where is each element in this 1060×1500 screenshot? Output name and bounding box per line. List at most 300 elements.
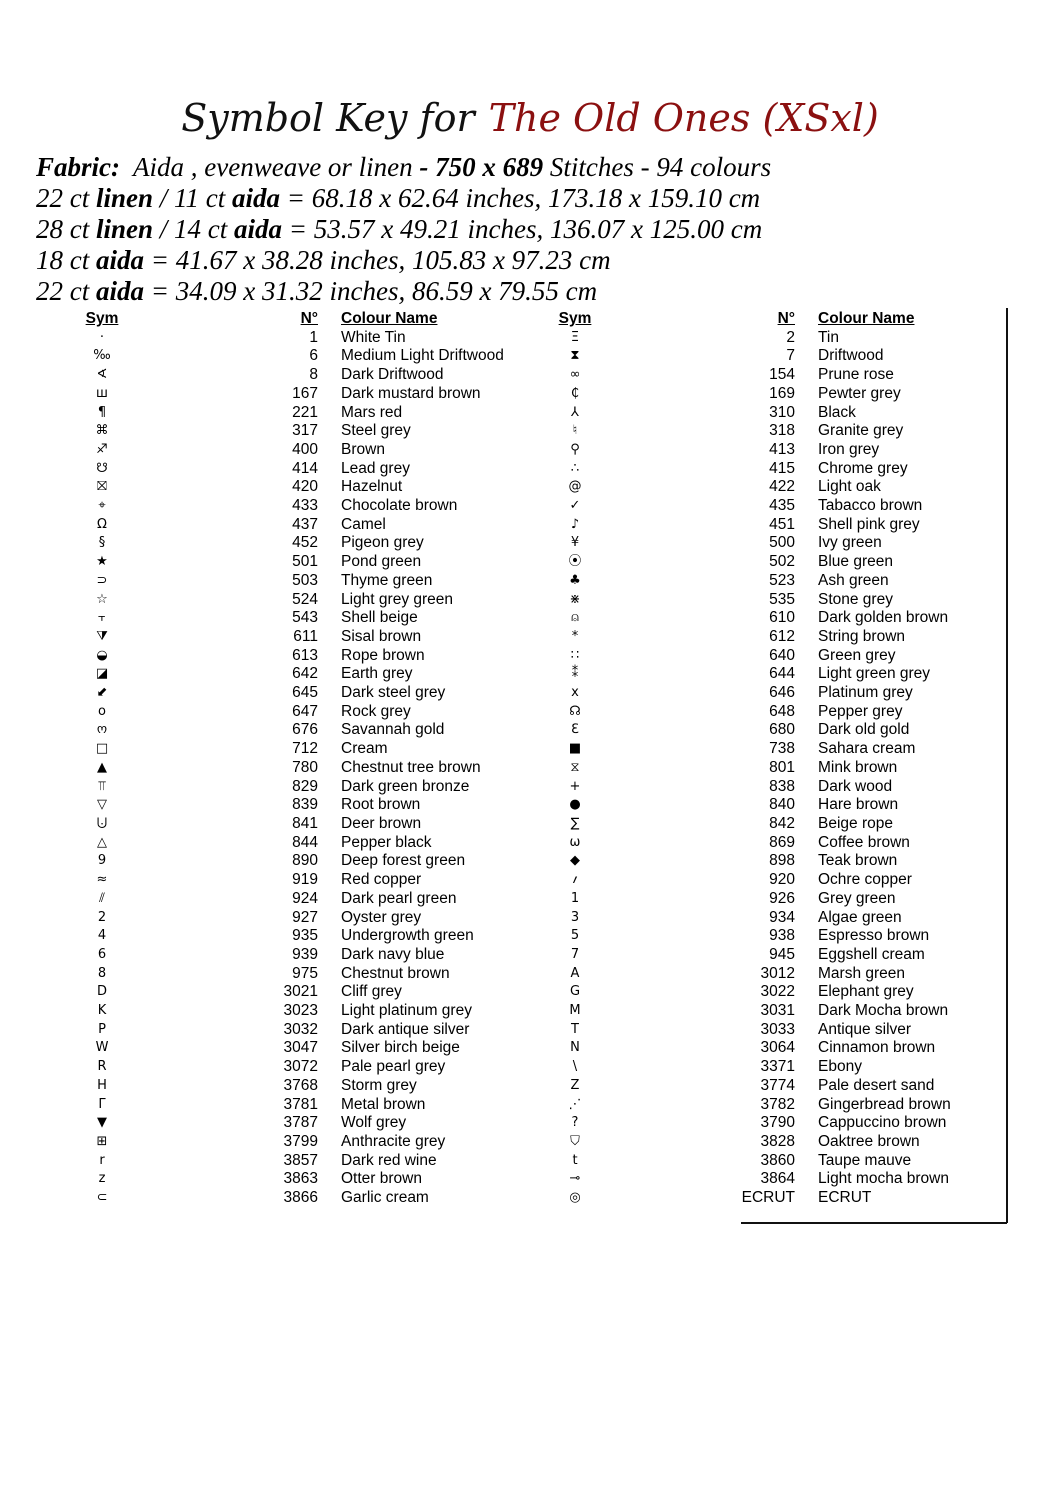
colour-name: Wolf grey: [341, 1114, 407, 1132]
table-row: [72, 965, 561, 984]
colour-number: 2: [786, 328, 795, 346]
table-row: [72, 703, 561, 722]
colour-number: 927: [292, 908, 318, 926]
symbol-icon: ⊂: [96, 1190, 108, 1206]
table-row: [72, 909, 561, 928]
table-row: [72, 740, 561, 759]
colour-number: 6: [309, 347, 318, 365]
colour-name: Espresso brown: [818, 927, 930, 945]
colour-number: 945: [769, 945, 795, 963]
colour-name: Pewter grey: [818, 384, 901, 402]
symbol-icon: \: [572, 1059, 578, 1075]
count-pre: 18 ct: [36, 245, 90, 275]
colour-number: 838: [769, 777, 795, 795]
table-row: [545, 965, 1038, 984]
colour-number: 3782: [760, 1095, 795, 1113]
colour-number: 501: [292, 553, 318, 571]
symbol-icon: ⫪: [98, 778, 106, 794]
symbol-icon: ⦿: [568, 554, 582, 570]
colour-name: Hare brown: [818, 796, 899, 814]
colour-name: Shell pink grey: [818, 515, 920, 533]
colour-number: 3371: [760, 1058, 795, 1076]
colour-number: 642: [292, 665, 318, 683]
colour-name: Shell beige: [341, 609, 418, 627]
symbol-icon: ◎: [569, 1190, 581, 1206]
colour-name: Pale desert sand: [818, 1076, 935, 1094]
symbol-icon: ¶: [97, 404, 107, 420]
colour-number: 318: [769, 422, 795, 440]
colour-name: Driftwood: [818, 347, 884, 365]
colour-number: 712: [292, 740, 318, 758]
colour-name: Gingerbread brown: [818, 1095, 951, 1113]
symbol-icon: ⛝: [97, 479, 107, 495]
size-line: [36, 245, 771, 276]
colour-number: 543: [292, 609, 318, 627]
colour-name: Rope brown: [341, 646, 425, 664]
table-row: [72, 665, 561, 684]
size-line: [36, 183, 771, 214]
symbol-icon: R: [97, 1059, 107, 1075]
table-row: [545, 890, 1038, 909]
colour-number: 3072: [283, 1058, 318, 1076]
fabric-kind-1: linen: [96, 183, 154, 213]
table-row: [72, 1021, 561, 1040]
col-header-num: N°: [300, 310, 318, 327]
symbol-icon: ⬋: [96, 685, 108, 701]
colour-number: 500: [769, 534, 795, 552]
table-row: [545, 927, 1038, 946]
colour-name: Light platinum grey: [341, 1002, 472, 1020]
symbol-icon: ∑: [570, 815, 580, 831]
symbol-icon: ⌘: [95, 423, 109, 439]
colour-number: 169: [769, 384, 795, 402]
symbol-icon: Ω: [97, 516, 107, 532]
table-row: [72, 1152, 561, 1171]
colour-number: 503: [292, 571, 318, 589]
colour-name: Sahara cream: [818, 740, 916, 758]
table-row: [72, 983, 561, 1002]
colour-name: Marsh green: [818, 964, 906, 982]
table-row: [545, 721, 1038, 740]
colour-number: 869: [769, 833, 795, 851]
symbol-icon: □: [95, 741, 109, 757]
colour-name: Oaktree brown: [818, 1132, 920, 1150]
symbol-icon: t: [572, 1152, 578, 1168]
colour-name: Cliff grey: [341, 983, 402, 1001]
pattern-name: The Old Ones (XSxl): [488, 96, 879, 140]
colour-number: 934: [769, 908, 795, 926]
fabric-info: [36, 152, 771, 307]
symbol-icon: 6: [97, 946, 107, 962]
table-row: [545, 946, 1038, 965]
colour-name: Dark mustard brown: [341, 384, 481, 402]
symbol-icon: ☋: [96, 460, 108, 476]
colour-name: White Tin: [341, 328, 406, 346]
table-row: [545, 983, 1038, 1002]
colour-number: 167: [292, 384, 318, 402]
colour-number: 3768: [283, 1076, 318, 1094]
colour-number: 435: [769, 497, 795, 515]
table-row: [72, 1039, 561, 1058]
symbol-icon: z: [98, 1171, 106, 1187]
symbol-icon: o: [98, 703, 106, 719]
colour-name: Dark pearl green: [341, 889, 457, 907]
colour-number: 415: [769, 459, 795, 477]
symbol-icon: ∞: [569, 367, 581, 383]
symbol-icon: ◪: [95, 666, 109, 682]
symbol-icon: H: [97, 1077, 107, 1093]
table-row: [72, 815, 561, 834]
colour-number: 3866: [283, 1189, 318, 1207]
colour-name: Deep forest green: [341, 852, 466, 870]
colour-name: Hazelnut: [341, 478, 403, 496]
dimensions: = 34.09 x 31.32 inches, 86.59 x 79.55 cm: [150, 276, 598, 306]
colour-number: ECRUT: [741, 1189, 795, 1207]
colour-number: 400: [292, 440, 318, 458]
table-row: [545, 1021, 1038, 1040]
colour-name: Rock grey: [341, 702, 411, 720]
table-row: [72, 422, 561, 441]
table-row: [545, 609, 1038, 628]
colour-number: 422: [769, 478, 795, 496]
colour-number: 680: [769, 721, 795, 739]
symbol-icon: ⊸: [569, 1171, 581, 1187]
colour-name: Dark antique silver: [341, 1020, 470, 1038]
colour-number: 437: [292, 515, 318, 533]
symbol-icon: ☊: [569, 703, 581, 719]
colour-name: Red copper: [341, 871, 422, 889]
symbol-icon: ≈: [96, 872, 108, 888]
colour-number: 420: [292, 478, 318, 496]
colour-name: Beige rope: [818, 814, 893, 832]
colour-name: Ebony: [818, 1058, 862, 1076]
colour-name: Blue green: [818, 553, 893, 571]
colour-name: Dark old gold: [818, 721, 910, 739]
colour-name: Light mocha brown: [818, 1170, 949, 1188]
colour-name: Mink brown: [818, 758, 898, 776]
colour-number: 3787: [283, 1114, 318, 1132]
colour-name: Lead grey: [341, 459, 410, 477]
table-row: [72, 609, 561, 628]
symbol-icon: ♣: [569, 572, 581, 588]
symbol-icon: ℇ: [571, 722, 579, 738]
table-row: [545, 684, 1038, 703]
colour-number: 738: [769, 740, 795, 758]
colour-number: 613: [292, 646, 318, 664]
symbol-icon: 3: [570, 909, 580, 925]
table-row: [72, 591, 561, 610]
table-row: [72, 852, 561, 871]
symbol-icon: K: [97, 1003, 107, 1019]
colour-number: 920: [769, 871, 795, 889]
colour-number: 433: [292, 497, 318, 515]
fabric-line: [36, 152, 771, 183]
colour-number: 829: [292, 777, 318, 795]
colour-number: 317: [292, 422, 318, 440]
symbol-icon: A: [570, 965, 580, 981]
fabric-kind-1: linen: [96, 214, 154, 244]
colour-number: 310: [769, 403, 795, 421]
table-row: [545, 422, 1038, 441]
table-row: [545, 329, 1038, 348]
colour-number: 839: [292, 796, 318, 814]
colour-number: 926: [769, 889, 795, 907]
table-row: [545, 703, 1038, 722]
colour-number: 3032: [283, 1020, 318, 1038]
colour-number: 3799: [283, 1132, 318, 1150]
table-row: [72, 329, 561, 348]
symbol-icon: ⍝: [571, 610, 579, 626]
table-row: [545, 796, 1038, 815]
table-row: [72, 1114, 561, 1133]
table-row: [545, 572, 1038, 591]
count-mid: / 11 ct: [159, 183, 226, 213]
colour-number: 924: [292, 889, 318, 907]
colour-number: 3022: [760, 983, 795, 1001]
size-line: [36, 276, 771, 307]
table-row: [545, 628, 1038, 647]
colour-name: Silver birch beige: [341, 1039, 460, 1057]
table-row: [72, 890, 561, 909]
table-row: [72, 1170, 561, 1189]
table-row: [72, 441, 561, 460]
table-row: [545, 871, 1038, 890]
table-row: [72, 927, 561, 946]
col-header-name: Colour Name: [341, 310, 438, 327]
table-row: [545, 366, 1038, 385]
colour-number: 3774: [760, 1076, 795, 1094]
colour-name: Stone grey: [818, 590, 893, 608]
colour-name: Cappuccino brown: [818, 1114, 947, 1132]
symbol-icon: ⧗: [570, 348, 580, 364]
table-row: [545, 591, 1038, 610]
table-row: [72, 647, 561, 666]
symbol-icon: ∢: [96, 367, 108, 383]
colour-number: 413: [769, 440, 795, 458]
fabric-kind-2: aida: [232, 183, 281, 213]
table-row: [545, 497, 1038, 516]
header-row: [545, 310, 1038, 329]
colour-number: 451: [769, 515, 795, 533]
colour-number: 3790: [760, 1114, 795, 1132]
colour-name: Prune rose: [818, 366, 894, 384]
colour-name: Dark wood: [818, 777, 893, 795]
symbol-icon: ⁑: [571, 666, 579, 682]
table-row: [545, 834, 1038, 853]
stitch-count: 750 x 689: [435, 152, 544, 182]
table-row: [72, 534, 561, 553]
colour-number: 898: [769, 852, 795, 870]
colour-name: Platinum grey: [818, 684, 913, 702]
colour-number: 8: [309, 366, 318, 384]
table-row: [72, 871, 561, 890]
colour-name: Deer brown: [341, 814, 422, 832]
table-row: [545, 740, 1038, 759]
table-row: [545, 1114, 1038, 1133]
colour-number: 644: [769, 665, 795, 683]
colour-name: Dark red wine: [341, 1151, 437, 1169]
symbol-icon: ⛉: [570, 1133, 580, 1149]
colour-name: Elephant grey: [818, 983, 914, 1001]
table-row: [72, 404, 561, 423]
colour-name: Thyme green: [341, 571, 433, 589]
symbol-icon: W: [95, 1040, 109, 1056]
table-row: [72, 834, 561, 853]
table-row: [72, 946, 561, 965]
table-row: [72, 1189, 561, 1208]
colour-name: Dark Mocha brown: [818, 1002, 949, 1020]
colour-number: 1: [309, 328, 318, 346]
colour-number: 3021: [283, 983, 318, 1001]
symbol-icon: ⫽: [99, 890, 105, 906]
table-row: [72, 572, 561, 591]
colour-name: Dark steel grey: [341, 684, 446, 702]
table-row: [72, 1058, 561, 1077]
colour-name: Tabacco brown: [818, 497, 923, 515]
col-header-sym: Sym: [85, 310, 119, 327]
colour-name: Chrome grey: [818, 459, 908, 477]
colour-name: Earth grey: [341, 665, 413, 683]
colour-number: 3033: [760, 1020, 795, 1038]
colour-name: Ochre copper: [818, 871, 912, 889]
colour-number: 3031: [760, 1002, 795, 1020]
colour-name: Light grey green: [341, 590, 454, 608]
symbol-icon: T: [571, 1021, 579, 1037]
symbol-icon: ⧖: [570, 759, 580, 775]
colour-name: Black: [818, 403, 856, 421]
colour-number: 524: [292, 590, 318, 608]
colour-number: 648: [769, 702, 795, 720]
dimensions: = 68.18 x 62.64 inches, 173.18 x 159.10 cm: [286, 183, 761, 213]
colour-name: Steel grey: [341, 422, 411, 440]
colour-number: 7: [786, 347, 795, 365]
colour-name: Cinnamon brown: [818, 1039, 936, 1057]
symbol-icon: ◆: [570, 853, 580, 869]
table-row: [72, 684, 561, 703]
colour-number: 3023: [283, 1002, 318, 1020]
symbol-icon: P: [98, 1021, 106, 1037]
symbol-icon: ▼: [97, 1115, 107, 1131]
table-row: [545, 1189, 1038, 1208]
symbol-icon: ო: [96, 722, 108, 738]
symbol-icon: ♪: [570, 516, 580, 532]
colour-name: Green grey: [818, 646, 896, 664]
symbol-icon: 5: [570, 928, 580, 944]
colour-name: Pale pearl grey: [341, 1058, 446, 1076]
table-row: [72, 759, 561, 778]
colour-number: 646: [769, 684, 795, 702]
symbol-icon: ∴: [570, 460, 580, 476]
table-row: [545, 478, 1038, 497]
symbol-icon: ♮: [572, 423, 578, 439]
symbol-icon: ∷: [570, 647, 580, 663]
table-row: [545, 516, 1038, 535]
stitch-suffix: Stitches - 94 colours: [549, 152, 772, 182]
col-header-num: N°: [777, 310, 795, 327]
colour-name: Dark green bronze: [341, 777, 470, 795]
table-row: [72, 347, 561, 366]
colour-number: 975: [292, 964, 318, 982]
symbol-icon: G: [569, 984, 581, 1000]
table-row: [72, 478, 561, 497]
colour-name: Savannah gold: [341, 721, 445, 739]
count-pre: 22 ct: [36, 276, 90, 306]
table-row: [72, 721, 561, 740]
symbol-icon: ¥: [570, 535, 580, 551]
colour-name: Eggshell cream: [818, 945, 925, 963]
colour-number: 890: [292, 852, 318, 870]
symbol-icon: ♐: [96, 441, 108, 457]
table-row: [72, 516, 561, 535]
colour-number: 780: [292, 758, 318, 776]
symbol-icon: ω: [569, 834, 581, 850]
colour-name: Chestnut tree brown: [341, 758, 481, 776]
fabric-kind-1: aida: [96, 276, 145, 306]
symbol-icon: ▲: [97, 759, 107, 775]
colour-number: 841: [292, 814, 318, 832]
table-row: [545, 441, 1038, 460]
symbol-icon: Z: [570, 1077, 580, 1093]
colour-name: Brown: [341, 440, 385, 458]
symbol-icon: *: [571, 628, 579, 644]
colour-name: Medium Light Driftwood: [341, 347, 504, 365]
table-row: [545, 1058, 1038, 1077]
colour-name: Dark navy blue: [341, 945, 445, 963]
table-row: [545, 665, 1038, 684]
table-row: [545, 778, 1038, 797]
symbol-icon: ⅄: [571, 404, 579, 420]
count-pre: 22 ct: [36, 183, 90, 213]
table-row: [545, 647, 1038, 666]
size-lines: [36, 183, 771, 307]
colour-name: Pond green: [341, 553, 422, 571]
colour-number: 935: [292, 927, 318, 945]
title-lead: Symbol Key for: [181, 96, 475, 140]
symbol-icon: N: [570, 1040, 580, 1056]
table-row: [545, 1152, 1038, 1171]
colour-number: 919: [292, 871, 318, 889]
colour-name: String brown: [818, 627, 906, 645]
colour-name: Sisal brown: [341, 627, 422, 645]
colour-number: 3047: [283, 1039, 318, 1057]
table-row: [545, 534, 1038, 553]
colour-number: 938: [769, 927, 795, 945]
dimensions: = 53.57 x 49.21 inches, 136.07 x 125.00 cm: [288, 214, 763, 244]
colour-number: 3781: [283, 1095, 318, 1113]
symbol-icon: ⫟: [98, 610, 106, 626]
table-row: [72, 628, 561, 647]
colour-number: 452: [292, 534, 318, 552]
colour-number: 610: [769, 609, 795, 627]
symbol-icon: r: [99, 1152, 105, 1168]
fabric-dash: -: [419, 152, 429, 182]
symbol-icon: §: [98, 535, 106, 551]
count-mid: / 14 ct: [159, 214, 228, 244]
symbol-icon: ⌖: [98, 498, 106, 514]
symbol-icon: 8: [97, 965, 107, 981]
colour-name: Cream: [341, 740, 388, 758]
symbol-icon: ؍: [571, 872, 579, 888]
symbol-icon: x: [571, 685, 579, 701]
table-row: [72, 1077, 561, 1096]
colour-name: Teak brown: [818, 852, 898, 870]
symbol-icon: ‰: [93, 348, 111, 364]
colour-number: 676: [292, 721, 318, 739]
colour-name: Light green grey: [818, 665, 931, 683]
symbol-icon: 4: [97, 928, 107, 944]
table-row: [72, 366, 561, 385]
symbol-icon: ■: [568, 741, 582, 757]
